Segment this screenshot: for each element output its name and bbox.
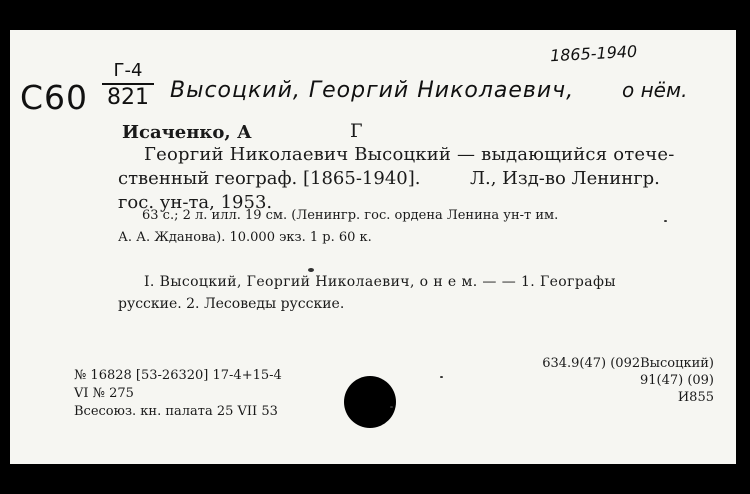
ink-speck	[664, 220, 667, 222]
imprint-publisher: Л., Изд-во Ленингр.	[470, 168, 660, 189]
chamber-stamp: Всесоюз. кн. палата 25 VII 53	[74, 404, 278, 419]
author-mark: И855	[677, 390, 714, 405]
ink-speck	[440, 376, 443, 378]
author-heading: Исаченко, А	[122, 122, 252, 143]
title-line-1: Георгий Николаевич Высоцкий — выдающийся отече-	[144, 144, 675, 165]
punch-hole	[344, 376, 396, 428]
handwritten-dates: 1865-1940	[549, 41, 638, 66]
handwritten-about: о нём.	[622, 78, 688, 102]
handwritten-subject: Высоцкий, Георгий Николаевич,	[170, 78, 575, 103]
shelf-code-prefix: С60	[20, 78, 89, 117]
registration-number: № 16828 [53-26320] 17-4+15-4	[74, 368, 282, 383]
title-line-2: ственный географ. [1865-1940].	[118, 168, 421, 189]
collation-line-1: 63 с.; 2 л. илл. 19 см. (Ленингр. гос. ордена Ленина ун-т им.	[142, 208, 559, 223]
subjects-line-1: I. Высоцкий, Георгий Николаевич, о н е м. — — 1. Географы	[144, 274, 616, 290]
shelf-code-fraction	[102, 60, 154, 110]
subjects-line-2: русские. 2. Лесоведы русские.	[118, 296, 345, 312]
shelf-code-numerator: Г-4	[113, 60, 143, 81]
catalog-letter: Г	[350, 120, 363, 142]
ink-speck	[308, 268, 314, 272]
collation-line-2: А. А. Жданова). 10.000 экз. 1 р. 60 к.	[118, 230, 372, 245]
series-number: VI № 275	[74, 386, 134, 401]
ink-speck	[390, 406, 393, 408]
catalog-card	[10, 30, 736, 464]
shelf-code-denominator: 821	[107, 85, 149, 110]
classification-2: 91(47) (09)	[639, 373, 714, 388]
imprint-line: гос. ун-та, 1953.	[118, 192, 273, 213]
classification-1: 634.9(47) (092Высоцкий)	[542, 356, 714, 371]
